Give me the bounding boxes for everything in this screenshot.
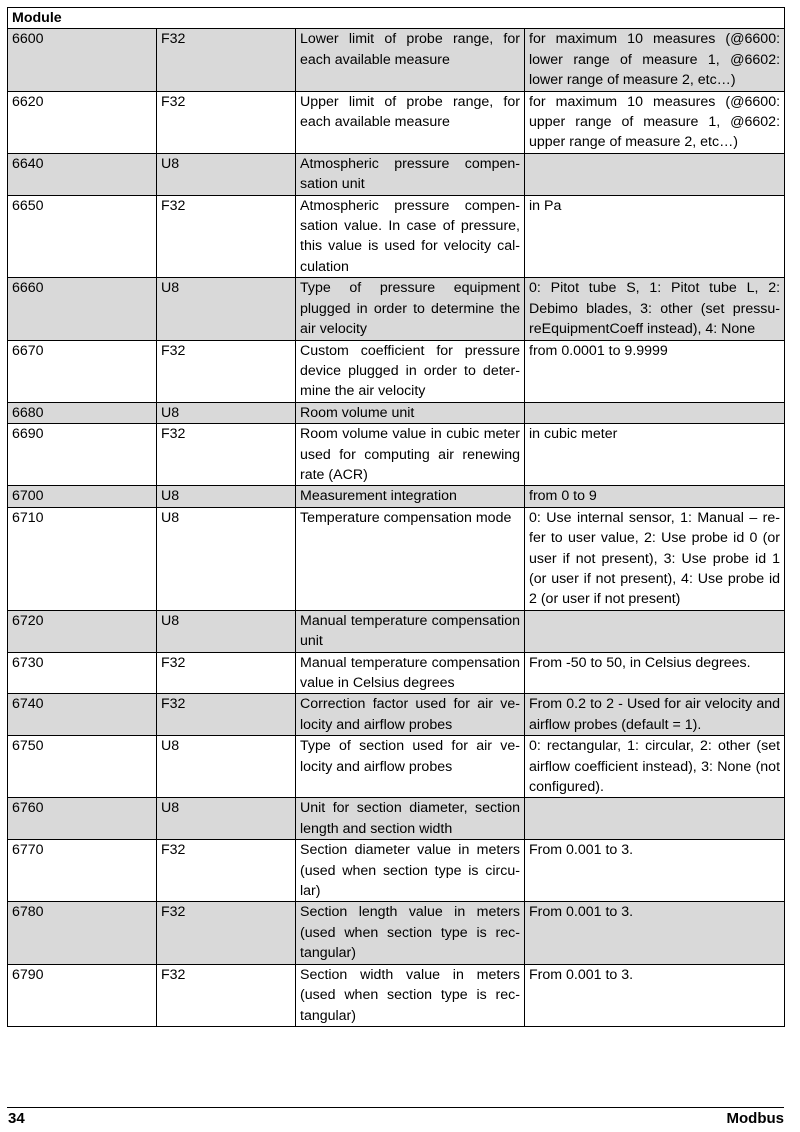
register-type: U8 [157,798,296,840]
register-description: Manual temperature compensation value in Celsius degrees [296,652,525,694]
register-range: from 0 to 9 [525,486,785,507]
register-type: F32 [157,964,296,1026]
table-row [8,798,785,840]
modbus-register-table [7,7,785,1027]
footer-section-title: Modbus [726,1110,784,1127]
register-address: 6790 [8,964,157,1026]
table-row [8,424,785,486]
table-row [8,29,785,91]
register-range: from 0.0001 to 9.9999 [525,340,785,402]
register-address: 6650 [8,195,157,278]
register-description: Atmospheric pressure compensation unit [296,153,525,195]
register-address: 6620 [8,91,157,153]
register-type: F32 [157,29,296,91]
register-type: U8 [157,153,296,195]
register-range [525,798,785,840]
register-address: 6750 [8,736,157,798]
register-address: 6710 [8,507,157,610]
register-type: F32 [157,902,296,964]
table-row [8,340,785,402]
register-address: 6690 [8,424,157,486]
register-type: U8 [157,278,296,340]
table-row [8,736,785,798]
table-row [8,507,785,610]
register-description: Type of pressure equipment plugged in order to determine the air velocity [296,278,525,340]
register-type: F32 [157,424,296,486]
table-row [8,964,785,1026]
table-section-header [8,8,785,29]
register-range [525,153,785,195]
register-type: U8 [157,507,296,610]
register-type: U8 [157,736,296,798]
register-range: From 0.001 to 3. [525,840,785,902]
register-description: Unit for section diameter, section length and section width [296,798,525,840]
register-address: 6730 [8,652,157,694]
table-row [8,840,785,902]
register-description: Lower limit of probe range, for each available measure [296,29,525,91]
register-type: U8 [157,610,296,652]
table-row [8,652,785,694]
table-row [8,694,785,736]
register-address: 6640 [8,153,157,195]
register-address: 6780 [8,902,157,964]
register-range [525,610,785,652]
register-type: F32 [157,652,296,694]
register-range: From 0.001 to 3. [525,964,785,1026]
register-description: Section width value in meters (used when section type is rectangular) [296,964,525,1026]
register-range: 0: rectangular, 1: circular, 2: other (set airflow coefficient instead), 3: None (not configured). [525,736,785,798]
register-address: 6660 [8,278,157,340]
register-type: U8 [157,486,296,507]
register-address: 6770 [8,840,157,902]
register-range: From 0.001 to 3. [525,902,785,964]
register-description: Custom coefficient for pressure device plugged in order to determine the air velocity [296,340,525,402]
register-description: Manual temperature compensation unit [296,610,525,652]
register-type: U8 [157,402,296,423]
register-range: in cubic meter [525,424,785,486]
section-title: Module [8,8,785,29]
register-range: for maximum 10 measures (@6600: upper range of measure 1, @6602: upper range of measure 2, etc…) [525,91,785,153]
register-description: Section diameter value in meters (used when section type is circular) [296,840,525,902]
register-address: 6760 [8,798,157,840]
register-range: in Pa [525,195,785,278]
register-range: 0: Pitot tube S, 1: Pitot tube L, 2: Debimo blades, 3: other (set pressureEquipmentCoeff instead), 4: None [525,278,785,340]
register-description: Measurement integration [296,486,525,507]
register-description: Temperature compensation mode [296,507,525,610]
table-row [8,195,785,278]
register-address: 6680 [8,402,157,423]
register-type: F32 [157,91,296,153]
register-type: F32 [157,340,296,402]
table-row [8,402,785,423]
register-range: for maximum 10 measures (@6600: lower range of measure 1, @6602: lower range of measure 2, etc…) [525,29,785,91]
register-address: 6740 [8,694,157,736]
register-description: Type of section used for air velocity and airflow probes [296,736,525,798]
register-range: 0: Use internal sensor, 1: Manual – refer to user value, 2: Use probe id 0 (or user if not present), 3: Use probe id 1 (or user if not present), 4: Use probe id 2 (or user if not present) [525,507,785,610]
register-description: Room volume unit [296,402,525,423]
register-description: Correction factor used for air velocity and airflow probes [296,694,525,736]
register-type: F32 [157,195,296,278]
register-range: From 0.2 to 2 - Used for air velocity and airflow probes (default = 1). [525,694,785,736]
table-row [8,486,785,507]
table-row [8,278,785,340]
page-number: 34 [8,1110,25,1127]
table-row [8,91,785,153]
register-description: Upper limit of probe range, for each available measure [296,91,525,153]
table-row [8,153,785,195]
register-address: 6600 [8,29,157,91]
register-address: 6700 [8,486,157,507]
register-type: F32 [157,840,296,902]
register-description: Room volume value in cubic meter used for computing air renewing rate (ACR) [296,424,525,486]
register-range: From -50 to 50, in Celsius degrees. [525,652,785,694]
register-description: Atmospheric pressure compensation value. In case of pressure, this value is used for velocity calculation [296,195,525,278]
register-description: Section length value in meters (used when section type is rectangular) [296,902,525,964]
register-type: F32 [157,694,296,736]
register-address: 6720 [8,610,157,652]
table-row [8,610,785,652]
footer-divider [7,1107,784,1108]
register-range [525,402,785,423]
table-row [8,902,785,964]
register-address: 6670 [8,340,157,402]
